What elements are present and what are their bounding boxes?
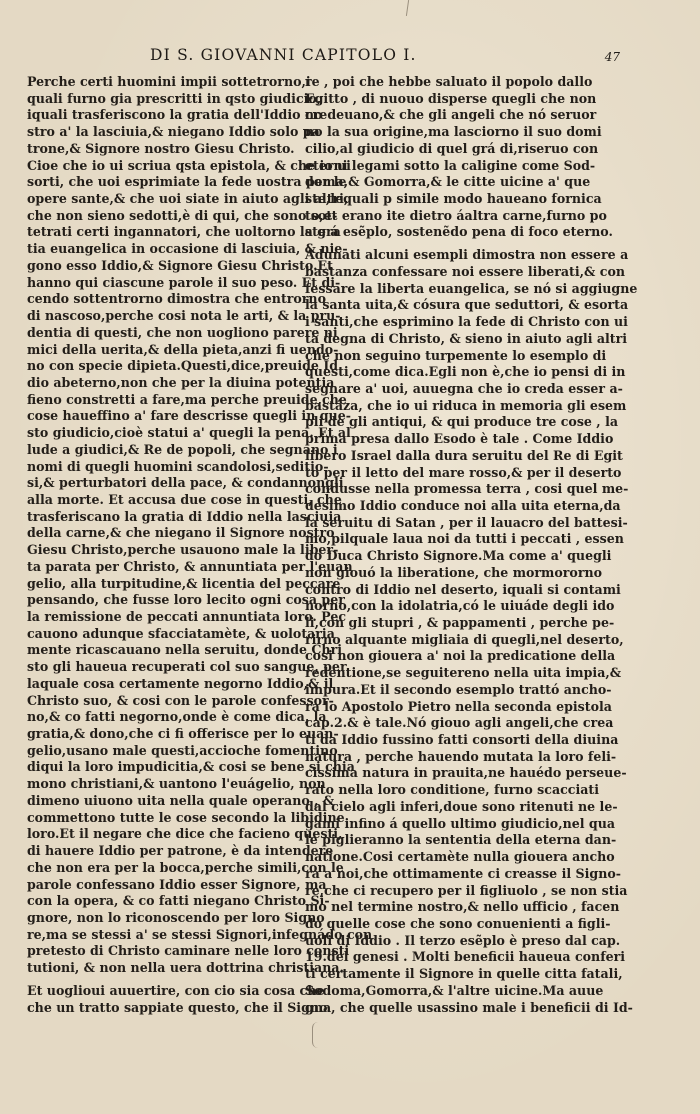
text-line: sto gli haueua recuperati col suo sangue, per [27, 659, 347, 675]
text-line: natione.Cosi certamète nulla giouera ancho [305, 849, 615, 865]
text-line: li,con gli stupri , & pappamenti , perche pe- [305, 615, 615, 630]
text-line: sorti, che uoi esprimiate la fede uostra per le [27, 174, 347, 190]
text-line: ste á esẽplo, sostenẽdo pena di foco eterno. [305, 224, 613, 240]
text-line: segnare a' uoi, auuegna che io creda esser a- [305, 380, 623, 396]
text-line: mo,pilquale laua noi da tutti i peccati , essen [305, 531, 624, 547]
text-line: natura , perche hauendo mutata la loro feli- [305, 748, 617, 764]
text-line: bastanza confessare noi essere liberati,& con [305, 263, 626, 279]
text-line: nomi di quegli huomini scandolosi,seditio- [27, 458, 329, 474]
text-line: della carne,& che niegano il Signore nostro [27, 525, 335, 541]
text-line: la seruitu di Satan , per il lauacro del battesi- [305, 514, 628, 530]
text-line: rirno alquante migliaia di quegli,nel deserto, [305, 631, 624, 647]
text-line: eterni legami sotto la caligine come Sod- [305, 157, 596, 173]
text-line: di nascoso,perche cosi nota le arti, & la pru- [27, 308, 341, 324]
text-line: condusse nella promessa terra , cosi quel me- [305, 481, 629, 497]
text-line: che non sieno sedotti,è di qui, che sono sot- [27, 207, 338, 223]
text-line: la santa uita,& cósura que seduttori, & esorta [305, 297, 629, 313]
text-line: mo nel termine nostro,& nello ufficio , facen [305, 899, 620, 915]
text-line: re,che ci recupero per il figliuolo , se non stia [305, 882, 628, 898]
text-line: no la sua origine,ma lasciorno il suo domi [305, 124, 602, 140]
text-line: re,ma se stessi a' se stessi Signori,infegnádo con [27, 926, 373, 942]
text-line: gna, che quelle usassino male i beneficii di Id- [305, 999, 633, 1015]
right-text-column [305, 74, 638, 1016]
text-line: pli de gli antiqui, & qui produce tre cose , la [305, 414, 619, 430]
text-line: pensando, che fusse loro lecito ogni cosa per [27, 592, 345, 608]
text-line: gono esso Iddio,& Signore Giesu Christo.Et [27, 257, 333, 273]
text-line: do quelle cose che sono conuenienti a figli- [305, 915, 611, 931]
text-line: Perche certi huomini impii sottetrorno,i [27, 74, 311, 89]
text-line: gami infino á quello ultimo giudicio,nel qua [305, 815, 616, 831]
text-line: ta degna di Christo, & sieno in aiuto agli altri [305, 330, 628, 346]
text-line: trone,& Signore nostro Giesu Christo. [27, 140, 295, 156]
text-line: che non era per la bocca,perche simili,con le [27, 859, 344, 875]
margin-ink-mark [406, 0, 409, 16]
text-line: ste,lequali p simile modo haueano fornica [305, 191, 602, 207]
text-line: cosi non giouera a' noi la predicatione della [305, 648, 616, 664]
text-line: gelio,usano male questi,accioche fomentino [27, 742, 338, 758]
text-line: tetrati certi ingannatori, che uoltorno la gra [27, 224, 341, 240]
text-line: norno,con la idolatria,có le uiuáde degli ido [305, 598, 615, 614]
text-line: si,& perturbatori della pace, & condannongli [27, 475, 344, 491]
text-line: gratia,& dono,che ci fi offerisce per lo euan- [27, 726, 339, 742]
text-line: con la opera, & co fatti niegano Christo Si- [27, 893, 330, 909]
text-line: re , poi che hebbe saluato il popolo dallo [305, 74, 593, 89]
text-line: 19.del genesi . Molti beneficii haueua conferi [305, 949, 626, 965]
left-text-column [27, 74, 373, 1016]
text-line: dimeno uiuono uita nella quale operano , & [27, 792, 335, 808]
text-line: fieno constretti a fare,ma perche preuide,che [27, 391, 347, 407]
page-number: 47 [604, 50, 620, 64]
text-line: cendo sottentrorno dimostra che entrorno [27, 291, 326, 307]
text-line: lude a giudici,& Re de popoli, che segnano i [27, 441, 338, 457]
text-line: ti certamente il Signore in quelle citta fatali, [305, 966, 623, 982]
text-line: Egitto , di nuouo disperse quegli che non [305, 90, 597, 106]
text-line: mici della uerita,& della pieta,anzi fi uendo- [27, 341, 339, 357]
text-line: rato nella loro conditione, furno scacciati [305, 782, 599, 798]
text-line: uoli di Iddio . Il terzo esẽplo è preso dal cap. [305, 932, 621, 948]
text-line: alla morte. Et accusa due cose in questi, che [27, 491, 342, 507]
text-line: di hauere Iddio per patrone, è da intendere [27, 843, 334, 859]
text-line: iquali trasferiscono la gratia dell'Iddio no [27, 107, 323, 123]
text-line: Sodoma,Gomorra,& l'altre uicine.Ma auue [305, 982, 604, 998]
text-line: cissima natura in prauita,ne hauédo perseue- [305, 765, 627, 781]
text-line: prima presa dallo Esodo è tale . Come Iddio [305, 431, 614, 447]
running-head: DI S. GIOVANNI CAPITOLO I. [150, 46, 417, 64]
text-line: quali furno gia prescritti in qsto giudicio, [27, 90, 322, 106]
text-line: opere sante,& che uoi siate in aiuto agli altri, [27, 191, 349, 207]
text-line: libero Israel dalla dura seruitu del Re di Egit [305, 447, 623, 463]
text-line: gelio, alla turpitudine,& licentia del peccare [27, 575, 341, 591]
text-line: cauono adunque sfacciatamète, & uolotaria [27, 625, 335, 641]
text-line: mono christiani,& uantono l'euágelio, non [27, 776, 326, 792]
text-line: pretesto di Christo caminare nelle loro consti [27, 943, 350, 959]
text-line: le piglieranno la sententia della eterna dan- [305, 832, 617, 848]
text-line: che un tratto sappiate questo, che il Signo [27, 999, 328, 1015]
text-line: tutioni, & non nella uera dottrina christiana. [27, 960, 344, 976]
text-line: desimo Iddio conduce noi alla uita eterna,da [305, 497, 621, 513]
text-line: la remissione de peccati annuntiata loro. Pec [27, 609, 346, 624]
text-line: sto giudicio,cioè statui a' quegli la pena. Et al [27, 425, 351, 441]
text-line: cap.2.& è tale.Nó giouo agli angeli,che crea [305, 715, 614, 731]
text-line: impura.Et il secondo esemplo trattó ancho- [305, 681, 612, 697]
text-line: cilio,al giudicio di quel grá di,riseruo con [305, 140, 599, 156]
text-line: ra a noi,che ottimamente ci creasse il Signo- [305, 865, 621, 881]
text-line: loro.Et il negare che dice che facieno questi, [27, 826, 343, 842]
text-line: diqui la loro impudicitia,& cosi se bene si chia [27, 759, 355, 775]
text-line: ti da Iddio fussino fatti consorti della diuina [305, 732, 619, 748]
text-line: commettono tutte le cose secondo la libidine [27, 809, 345, 825]
text-line: bastáza, che io ui riduca in memoria gli esem [305, 397, 627, 413]
text-line: ra lo Apostolo Pietro nella seconda epistola [305, 698, 612, 714]
text-line: contro di Iddio nel deserto, iquali si contami [305, 581, 621, 597]
text-line: Cioe che io ui scriua qsta epistola, & che io ui [27, 157, 351, 173]
text-line: doma,& Gomorra,& le citte uicine a' que [305, 174, 591, 190]
text-line: questi,come dica.Egli non è,che io pensi di in [305, 364, 626, 380]
text-line: mente ricascauano nella seruitu, donde Chri [27, 642, 342, 658]
text-line: Et uoglioui auuertire, con cio sia cosa che [27, 982, 325, 998]
text-line: tia euangelica in occasione di lasciuia, & nie- [27, 241, 348, 257]
text-line: hanno qui ciascune parole il suo peso. Et di- [27, 274, 341, 290]
text-line: gnore, non lo riconoscendo per loro Signo [27, 909, 325, 925]
text-line: laquale cosa certamente negorno Iddio,& il [27, 675, 334, 691]
text-line: stro a' la lasciuia,& niegano Iddio solo pa [27, 124, 320, 140]
text-line: no con specie dipieta.Questi,dice,preuide Id [27, 358, 339, 374]
text-line: Christo suo, & cosi con le parole confessor- [27, 692, 334, 708]
text-line: dentia di questi, che non uogliono parere ni [27, 324, 338, 340]
text-line: dio abeterno,non che per la diuina potentia [27, 374, 335, 390]
text-line: do Duca Christo Signore.Ma come a' quegli [305, 548, 612, 564]
text-line: to per il letto del mare rosso,& per il deserto [305, 464, 622, 480]
text-line: ta parata per Christo, & annuntiata per l'euan [27, 558, 353, 574]
text-line: credeuano,& che gli angeli che nó seruor [305, 107, 597, 123]
text-line: Giesu Christo,perche usauono male la liber- [27, 542, 339, 558]
text-line: fessare la liberta euangelica, se nó si aggiugne [305, 280, 638, 296]
text-line: Adunati alcuni esempli dimostra non essere a [305, 247, 629, 263]
text-line: i santi,che esprimino la fede di Christo con ui [305, 314, 628, 330]
text-line: redentione,se seguitereno nella uita impia,& [305, 665, 622, 681]
text-line: to,et erano ite dietro áaltra carne,furno po [305, 207, 607, 223]
text-line: parole confessano Iddio esser Signore, ma [27, 876, 327, 892]
text-line: non giouó la liberatione, che mormororno [305, 564, 603, 580]
text-line: no,& co fatti negorno,onde è come dica, la [27, 709, 327, 725]
text-line: trasferiscano la gratia di Iddio nella lasciuia [27, 508, 342, 524]
text-line: che non seguino turpemente lo esemplo di [305, 347, 607, 363]
margin-bracket-mark [312, 1022, 321, 1048]
text-line: dal cielo agli inferi,doue sono ritenuti ne le- [305, 798, 618, 814]
page-header [150, 46, 620, 68]
text-line: cose haueffino a' fare descrisse quegli in que- [27, 408, 351, 424]
